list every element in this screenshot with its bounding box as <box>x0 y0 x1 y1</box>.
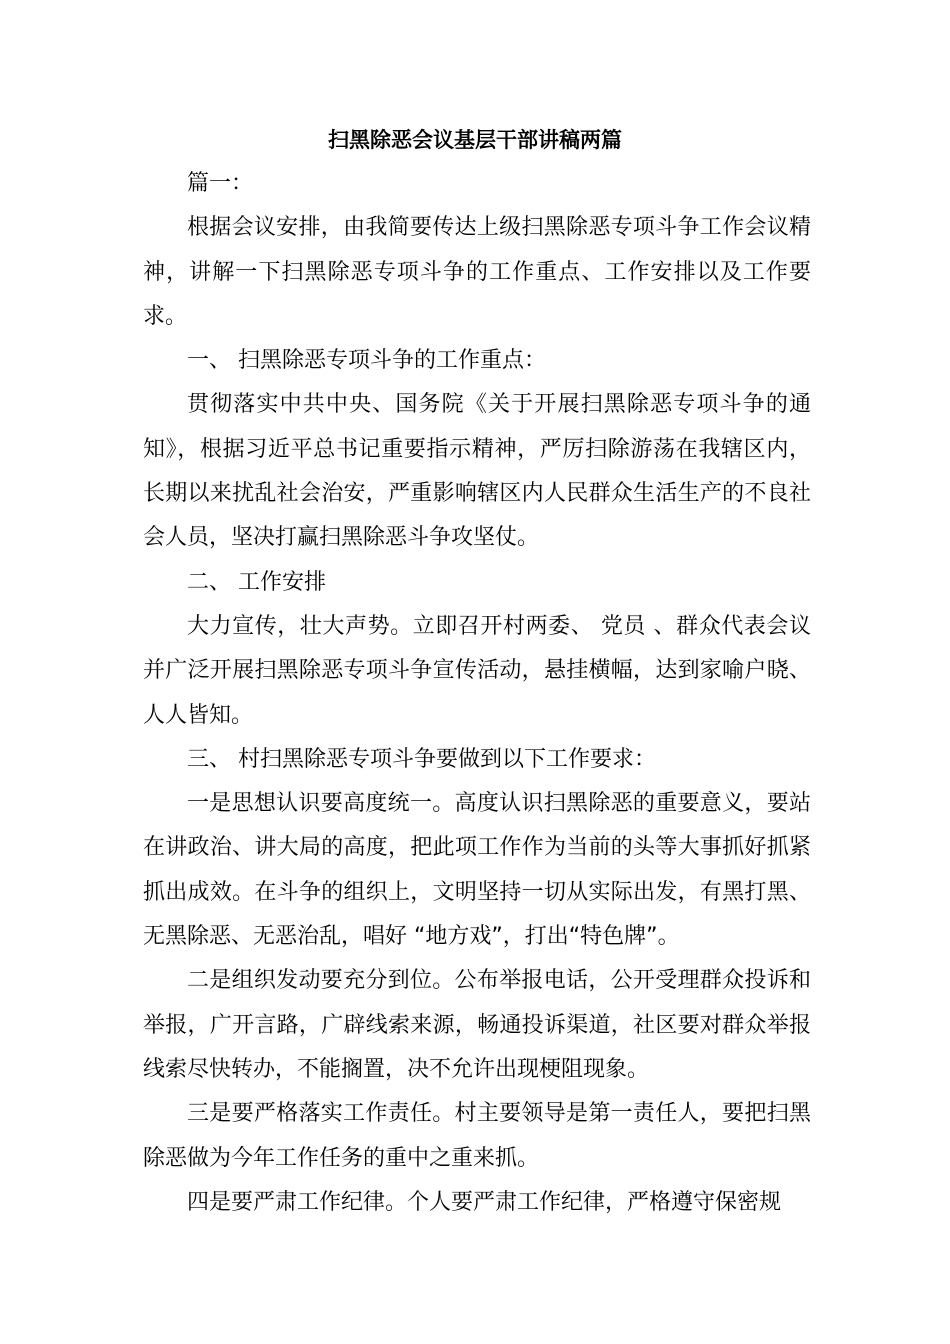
document-body <box>143 162 811 1225</box>
paragraph-requirement-1: 一是思想认识要高度统一。高度认识扫黑除恶的重要意义，要站在讲政治、讲大局的高度，把此项工作作为当前的头等大事抓好抓紧抓出成效。在斗争的组织上，文明坚持一切从实际出发，有黑打黑、无黑除恶、无恶治乱，唱好 “地方戏”，打出“特色牌”。 <box>143 791 811 950</box>
paragraph-requirement-4: 四是要严肃工作纪律。个人要严肃工作纪律，严格遵守保密规 <box>187 1189 782 1215</box>
heading-work-arrangement: 二、 工作安排 <box>187 569 326 595</box>
heading-work-focus: 一、 扫黑除恶专项斗争的工作重点： <box>187 348 546 374</box>
paragraph-work-arrangement: 大力宣传，壮大声势。立即召开村两委、 党员 、群众代表会议并广泛开展扫黑除恶专项斗争宣传活动，悬挂横幅，达到家喻户晓、人人皆知。 <box>143 613 811 728</box>
heading-work-requirements: 三、 村扫黑除恶专项斗争要做到以下工作要求： <box>187 746 656 772</box>
paragraph-work-focus: 贯彻落实中共中央、国务院《关于开展扫黑除恶专项斗争的通知》，根据习近平总书记重要指示精神，严厉扫除游荡在我辖区内，长期以来扰乱社会治安，严重影响辖区内人民群众生活生产的不良社会人员，坚决打赢扫黑除恶斗争攻坚仗。 <box>143 392 811 551</box>
paragraph-requirement-3: 三是要严格落实工作责任。村主要领导是第一责任人，要把扫黑除恶做为今年工作任务的重中之重来抓。 <box>143 1101 811 1171</box>
paragraph-intro: 根据会议安排，由我简要传达上级扫黑除恶专项斗争工作会议精神，讲解一下扫黑除恶专项斗争的工作重点、工作安排以及工作要求。 <box>143 215 811 329</box>
document-title: 扫黑除恶会议基层干部讲稿两篇 <box>328 128 622 152</box>
paragraph-requirement-2: 二是组织发动要充分到位。公布举报电话，公开受理群众投诉和举报，广开言路，广辟线索来源，畅通投诉渠道，社区要对群众举报线索尽快转办，不能搁置，决不允许出现梗阻现象。 <box>143 968 811 1082</box>
paragraph-section-label: 篇一： <box>187 171 254 196</box>
